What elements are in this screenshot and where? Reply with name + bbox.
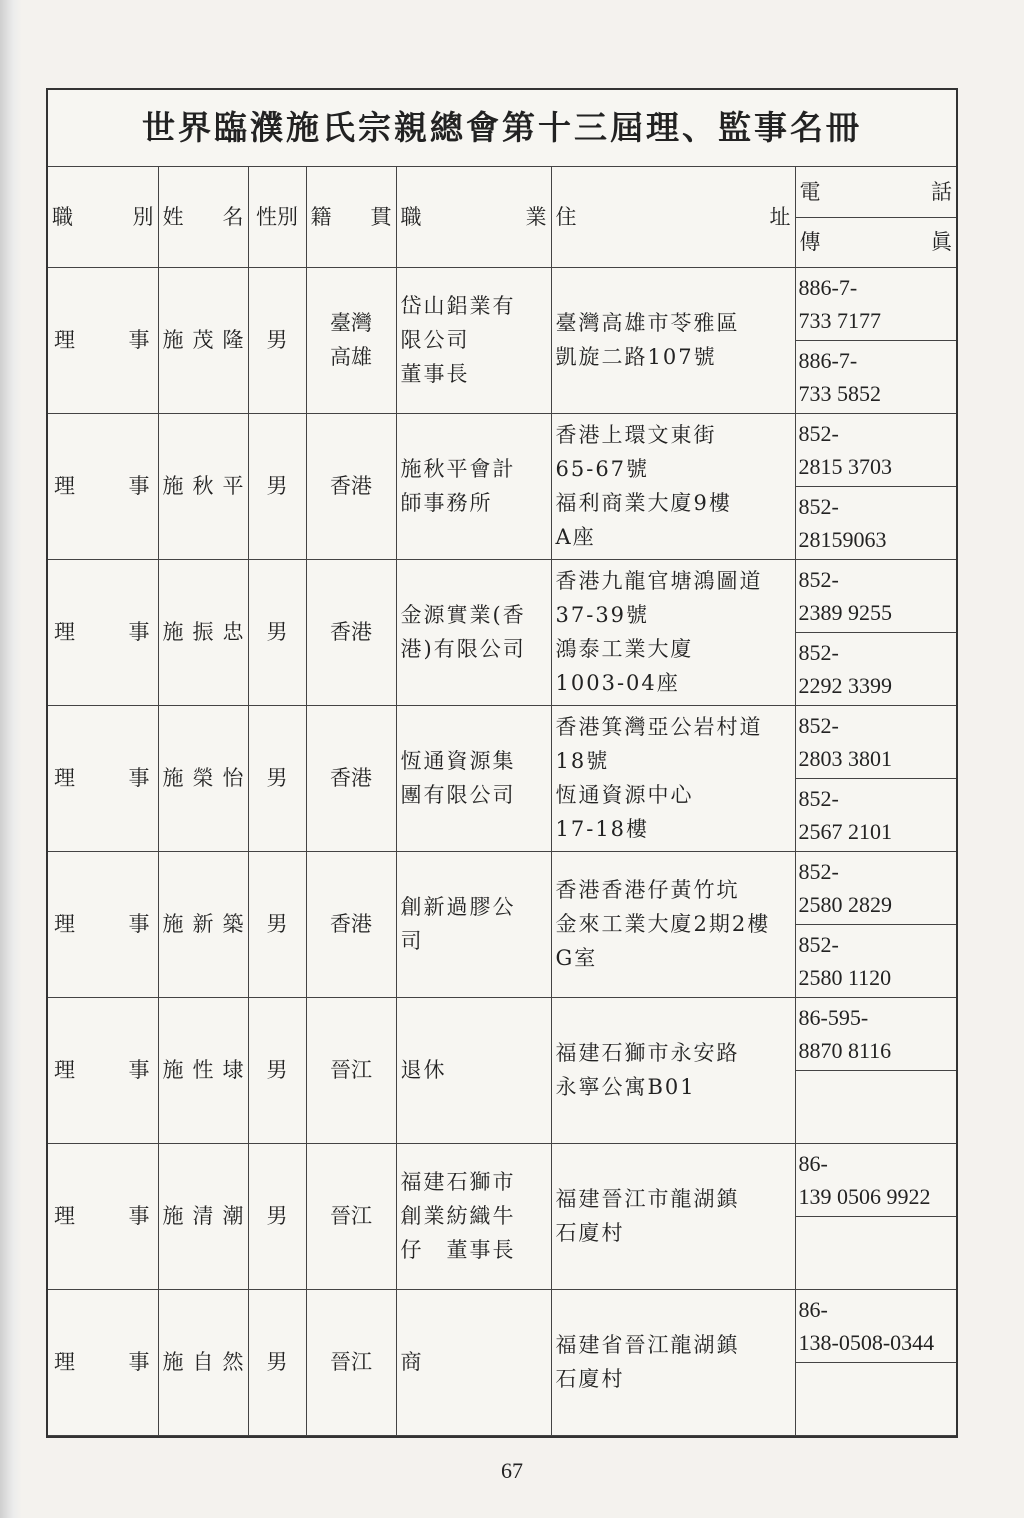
- member-position: 理 事: [48, 705, 158, 851]
- member-origin: 臺灣 高雄: [306, 267, 396, 413]
- member-phone: 86- 139 0506 9922: [795, 1143, 956, 1216]
- member-occupation: 福建石獅市 創業紡織牛 仔 董事長: [396, 1143, 551, 1289]
- member-occupation: 金源實業(香 港)有限公司: [396, 559, 551, 705]
- member-phone: 86-595- 8870 8116: [795, 997, 956, 1070]
- member-gender: 男: [248, 997, 306, 1143]
- member-gender: 男: [248, 267, 306, 413]
- member-address: 福建石獅市永安路 永寧公寓B01: [551, 997, 795, 1143]
- member-row: [48, 267, 956, 340]
- member-position: 理 事: [48, 559, 158, 705]
- member-name: 施振忠: [158, 559, 248, 705]
- member-gender: 男: [248, 559, 306, 705]
- member-phone: 852- 2389 9255: [795, 559, 956, 632]
- member-row: [48, 413, 956, 486]
- member-origin: 晉江: [306, 997, 396, 1143]
- member-name: 施自然: [158, 1289, 248, 1435]
- member-phone: 886-7- 733 7177: [795, 267, 956, 340]
- member-row: [48, 559, 956, 632]
- header-position: 職 別: [48, 167, 158, 267]
- member-fax: [795, 1362, 956, 1435]
- header-name: 姓 名: [158, 167, 248, 267]
- member-gender: 男: [248, 705, 306, 851]
- member-origin: 晉江: [306, 1289, 396, 1435]
- roster-table: [48, 167, 956, 1436]
- member-origin: 香港: [306, 413, 396, 559]
- member-gender: 男: [248, 1143, 306, 1289]
- member-row: [48, 1143, 956, 1216]
- member-phone: 852- 2815 3703: [795, 413, 956, 486]
- page-number: 67: [501, 1458, 523, 1483]
- member-address: 香港上環文東街 65-67號 福利商業大廈9樓 A座: [551, 413, 795, 559]
- header-phone: 電 話: [795, 167, 956, 217]
- member-row: [48, 851, 956, 924]
- header-gender: 性別: [248, 167, 306, 267]
- member-occupation: 岱山鋁業有 限公司 董事長: [396, 267, 551, 413]
- member-fax: 852- 2580 1120: [795, 924, 956, 997]
- member-name: 施新築: [158, 851, 248, 997]
- member-address: 臺灣高雄市苓雅區 凱旋二路107號: [551, 267, 795, 413]
- member-origin: 晉江: [306, 1143, 396, 1289]
- member-fax: 852- 2567 2101: [795, 778, 956, 851]
- member-origin: 香港: [306, 559, 396, 705]
- member-occupation: 恆通資源集 團有限公司: [396, 705, 551, 851]
- member-position: 理 事: [48, 413, 158, 559]
- member-occupation: 退休: [396, 997, 551, 1143]
- member-origin: 香港: [306, 705, 396, 851]
- member-position: 理 事: [48, 997, 158, 1143]
- header-origin: 籍 貫: [306, 167, 396, 267]
- member-address: 福建晉江市龍湖鎮 石廈村: [551, 1143, 795, 1289]
- member-gender: 男: [248, 1289, 306, 1435]
- header-occupation: 職 業: [396, 167, 551, 267]
- member-row: [48, 1289, 956, 1362]
- member-address: 香港箕灣亞公岩村道 18號 恆通資源中心 17-18樓: [551, 705, 795, 851]
- member-phone: 86- 138-0508-0344: [795, 1289, 956, 1362]
- member-fax: [795, 1216, 956, 1289]
- member-gender: 男: [248, 851, 306, 997]
- member-fax: 852- 2292 3399: [795, 632, 956, 705]
- member-position: 理 事: [48, 1289, 158, 1435]
- member-occupation: 施秋平會計 師事務所: [396, 413, 551, 559]
- page-edge: [0, 0, 22, 1518]
- member-name: 施榮怡: [158, 705, 248, 851]
- member-name: 施茂隆: [158, 267, 248, 413]
- member-occupation: 商: [396, 1289, 551, 1435]
- member-row: [48, 705, 956, 778]
- member-gender: 男: [248, 413, 306, 559]
- member-address: 香港香港仔黃竹坑 金來工業大廈2期2樓 G室: [551, 851, 795, 997]
- member-fax: 886-7- 733 5852: [795, 340, 956, 413]
- member-name: 施清潮: [158, 1143, 248, 1289]
- member-phone: 852- 2580 2829: [795, 851, 956, 924]
- member-position: 理 事: [48, 267, 158, 413]
- member-origin: 香港: [306, 851, 396, 997]
- document-title: 世界臨濮施氏宗親總會第十三屆理、監事名冊: [48, 90, 956, 167]
- member-name: 施秋平: [158, 413, 248, 559]
- member-address: 福建省晉江龍湖鎮 石廈村: [551, 1289, 795, 1435]
- roster-frame: [46, 88, 958, 1438]
- member-phone: 852- 2803 3801: [795, 705, 956, 778]
- member-fax: [795, 1070, 956, 1143]
- member-fax: 852- 28159063: [795, 486, 956, 559]
- member-row: [48, 997, 956, 1070]
- member-position: 理 事: [48, 851, 158, 997]
- member-occupation: 創新過膠公 司: [396, 851, 551, 997]
- header-fax: 傳 眞: [795, 217, 956, 267]
- member-position: 理 事: [48, 1143, 158, 1289]
- header-row: [48, 167, 956, 217]
- header-address: 住 址: [551, 167, 795, 267]
- member-name: 施性埭: [158, 997, 248, 1143]
- member-address: 香港九龍官塘鴻圖道 37-39號 鴻泰工業大廈 1003-04座: [551, 559, 795, 705]
